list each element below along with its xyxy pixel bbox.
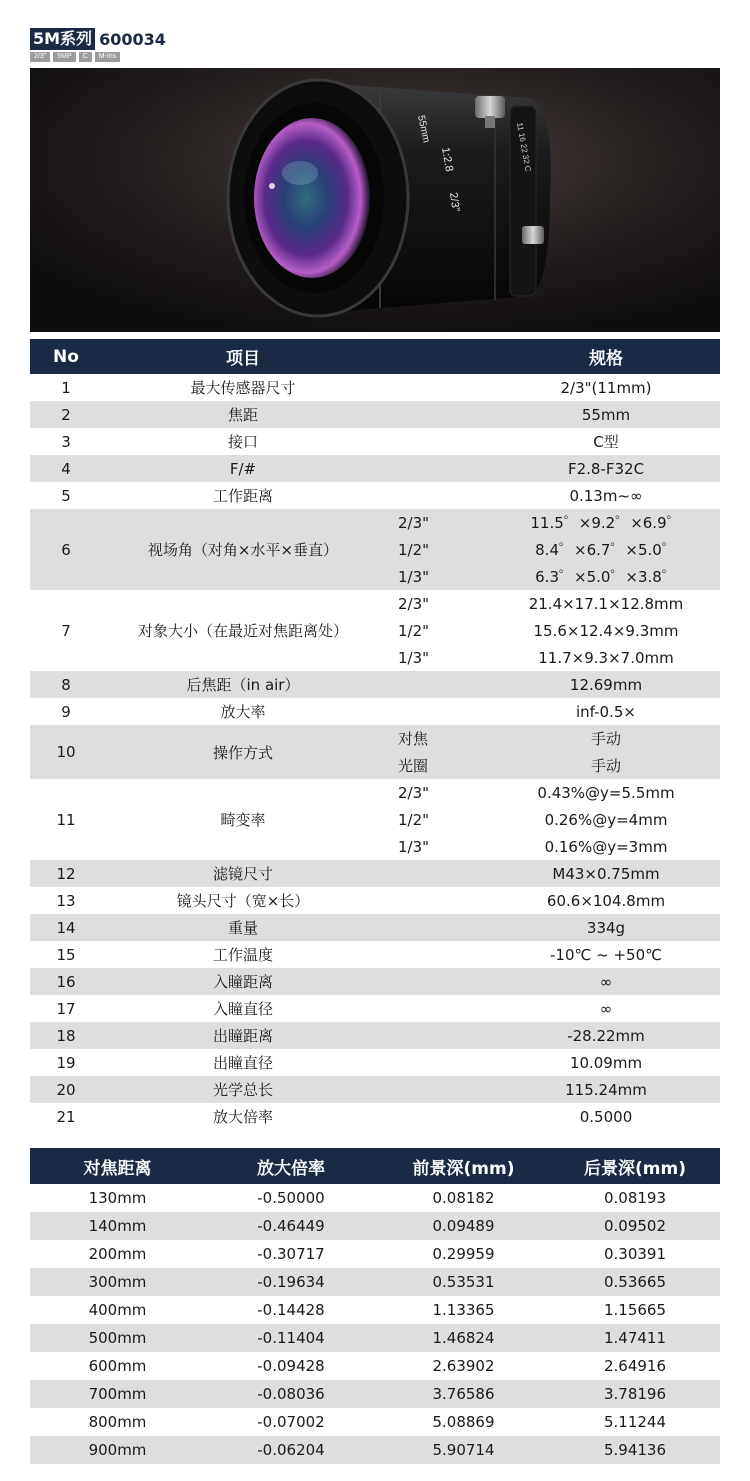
spec-row <box>30 887 720 914</box>
spec-sub-label <box>384 860 492 887</box>
dof-front: 0.09489 <box>377 1212 550 1240</box>
dof-rear: 0.53665 <box>550 1268 720 1296</box>
spec-item: 对象大小（在最近对焦距离处） <box>102 590 384 671</box>
dof-front: 5.90714 <box>377 1436 550 1464</box>
spec-value: 10.09mm <box>492 1049 720 1076</box>
col-no: No <box>30 339 102 374</box>
col-magnification: 放大倍率 <box>205 1148 377 1184</box>
spec-sub-label <box>384 995 492 1022</box>
spec-no: 4 <box>30 455 102 482</box>
spec-sub-label <box>384 1076 492 1103</box>
dof-rear: 3.78196 <box>550 1380 720 1408</box>
tag-mount: C <box>79 52 92 62</box>
spec-value: F2.8-F32C <box>492 455 720 482</box>
spec-value: -28.22mm <box>492 1022 720 1049</box>
spec-sub-label <box>384 1103 492 1130</box>
col-focus-distance: 对焦距离 <box>30 1148 205 1184</box>
fstop-scale: 11 16 22 32 C <box>515 121 533 173</box>
spec-no: 21 <box>30 1103 102 1130</box>
spec-sub-label <box>384 698 492 725</box>
spec-item: 畸变率 <box>102 779 384 860</box>
focal-marking: 55mm <box>415 114 432 144</box>
spec-value: 手动 <box>492 752 720 779</box>
spec-value: ∞ <box>492 995 720 1022</box>
dof-row <box>30 1408 720 1436</box>
spec-sub-label <box>384 914 492 941</box>
spec-no: 10 <box>30 725 102 779</box>
spec-item: 出瞳距离 <box>102 1022 384 1049</box>
dof-focus-distance: 140mm <box>30 1212 205 1240</box>
spec-sub-label <box>384 455 492 482</box>
dof-table <box>30 1148 720 1464</box>
spec-item: 操作方式 <box>102 725 384 779</box>
dof-rear: 0.08193 <box>550 1184 720 1212</box>
dof-row <box>30 1324 720 1352</box>
spec-no: 9 <box>30 698 102 725</box>
spec-row <box>30 698 720 725</box>
dof-magnification: -0.46449 <box>205 1212 377 1240</box>
dof-row <box>30 1268 720 1296</box>
dof-magnification: -0.11404 <box>205 1324 377 1352</box>
dof-rear: 1.47411 <box>550 1324 720 1352</box>
dof-front: 0.08182 <box>377 1184 550 1212</box>
dof-magnification: -0.30717 <box>205 1240 377 1268</box>
spec-sub-label <box>384 968 492 995</box>
spec-value: M43×0.75mm <box>492 860 720 887</box>
spec-value: 55mm <box>492 401 720 428</box>
spec-sub-label <box>384 401 492 428</box>
spec-no: 17 <box>30 995 102 1022</box>
spec-value: 15.6×12.4×9.3mm <box>492 617 720 644</box>
aperture-marking: 1:2.8 <box>439 146 456 173</box>
iris-lock-knob <box>475 96 505 118</box>
dof-front: 1.46824 <box>377 1324 550 1352</box>
spec-item: 入瞳距离 <box>102 968 384 995</box>
spec-value: 0.13m~∞ <box>492 482 720 509</box>
spec-no: 8 <box>30 671 102 698</box>
dof-rear: 5.11244 <box>550 1408 720 1436</box>
dof-focus-distance: 300mm <box>30 1268 205 1296</box>
spec-row <box>30 1022 720 1049</box>
dof-front: 2.63902 <box>377 1352 550 1380</box>
spec-row <box>30 590 720 617</box>
spec-item: 出瞳直径 <box>102 1049 384 1076</box>
spec-no: 6 <box>30 509 102 590</box>
dof-magnification: -0.19634 <box>205 1268 377 1296</box>
spec-value: 21.4×17.1×12.8mm <box>492 590 720 617</box>
tag-resolution: 5MP <box>53 52 75 62</box>
spec-no: 19 <box>30 1049 102 1076</box>
dof-row <box>30 1240 720 1268</box>
spec-value: 12.69mm <box>492 671 720 698</box>
spec-sub-label <box>384 374 492 401</box>
spec-value: 2/3"(11mm) <box>492 374 720 401</box>
spec-value: 11.5゜×9.2゜×6.9゜ <box>492 509 720 536</box>
col-item: 项目 <box>102 339 384 374</box>
spec-item: 工作温度 <box>102 941 384 968</box>
dof-focus-distance: 400mm <box>30 1296 205 1324</box>
spec-no: 15 <box>30 941 102 968</box>
spec-sub-label: 光圈 <box>384 752 492 779</box>
lens-illustration <box>30 68 720 332</box>
spec-tags <box>30 52 120 62</box>
dof-magnification: -0.08036 <box>205 1380 377 1408</box>
spec-sub-label: 1/3" <box>384 644 492 671</box>
col-rear-dof: 后景深(mm) <box>550 1148 720 1184</box>
spec-sub-label: 2/3" <box>384 509 492 536</box>
spec-sub-label <box>384 1022 492 1049</box>
spec-row <box>30 428 720 455</box>
spec-item: 视场角（对角×水平×垂直） <box>102 509 384 590</box>
spec-row <box>30 455 720 482</box>
spec-no: 5 <box>30 482 102 509</box>
spec-row <box>30 968 720 995</box>
tag-sensor: 2/3" <box>30 52 50 62</box>
dof-front: 3.76586 <box>377 1380 550 1408</box>
spec-sub-label <box>384 941 492 968</box>
dof-focus-distance: 500mm <box>30 1324 205 1352</box>
dof-front: 1.13365 <box>377 1296 550 1324</box>
dof-row <box>30 1212 720 1240</box>
spec-sub-label <box>384 428 492 455</box>
spec-row <box>30 482 720 509</box>
dof-row <box>30 1184 720 1212</box>
lens-glass <box>254 118 370 278</box>
format-marking: 2/3" <box>447 191 462 213</box>
spec-sub-label <box>384 482 492 509</box>
dof-magnification: -0.06204 <box>205 1436 377 1464</box>
spec-item: 放大倍率 <box>102 1103 384 1130</box>
focus-lock-knob <box>522 226 544 244</box>
dof-front: 0.29959 <box>377 1240 550 1268</box>
spec-row <box>30 374 720 401</box>
dof-row <box>30 1436 720 1464</box>
spec-row <box>30 725 720 752</box>
spec-value: 8.4゜×6.7゜×5.0゜ <box>492 536 720 563</box>
dof-focus-distance: 130mm <box>30 1184 205 1212</box>
spec-sub-label: 1/2" <box>384 617 492 644</box>
spec-sub-label: 1/2" <box>384 536 492 563</box>
spec-row <box>30 671 720 698</box>
col-spec: 规格 <box>492 339 720 374</box>
spec-row <box>30 1049 720 1076</box>
spec-sub-label <box>384 671 492 698</box>
dof-magnification: -0.14428 <box>205 1296 377 1324</box>
dof-focus-distance: 200mm <box>30 1240 205 1268</box>
spec-no: 11 <box>30 779 102 860</box>
spec-value: 0.16%@y=3mm <box>492 833 720 860</box>
spec-no: 2 <box>30 401 102 428</box>
spec-item: 后焦距（in air） <box>102 671 384 698</box>
spec-value: 60.6×104.8mm <box>492 887 720 914</box>
dof-focus-distance: 600mm <box>30 1352 205 1380</box>
dof-front: 0.53531 <box>377 1268 550 1296</box>
spec-sub-label: 1/3" <box>384 833 492 860</box>
dof-rear: 5.94136 <box>550 1436 720 1464</box>
dof-rear: 0.09502 <box>550 1212 720 1240</box>
spec-no: 3 <box>30 428 102 455</box>
spec-value: 11.7×9.3×7.0mm <box>492 644 720 671</box>
spec-item: 接口 <box>102 428 384 455</box>
dof-rear: 2.64916 <box>550 1352 720 1380</box>
spec-sub-label: 1/3" <box>384 563 492 590</box>
col-front-dof: 前景深(mm) <box>377 1148 550 1184</box>
spec-item: 光学总长 <box>102 1076 384 1103</box>
spec-value: 115.24mm <box>492 1076 720 1103</box>
dof-row <box>30 1352 720 1380</box>
spec-row <box>30 1103 720 1130</box>
dof-focus-distance: 700mm <box>30 1380 205 1408</box>
model-number: 600034 <box>99 29 166 49</box>
spec-item: 焦距 <box>102 401 384 428</box>
spec-sub-label: 对焦 <box>384 725 492 752</box>
spec-value: ∞ <box>492 968 720 995</box>
spec-item: 最大传感器尺寸 <box>102 374 384 401</box>
dof-row <box>30 1380 720 1408</box>
spec-item: 重量 <box>102 914 384 941</box>
spec-no: 14 <box>30 914 102 941</box>
spec-sub-label: 2/3" <box>384 779 492 806</box>
dof-magnification: -0.07002 <box>205 1408 377 1436</box>
spec-row <box>30 1076 720 1103</box>
dof-rear: 1.15665 <box>550 1296 720 1324</box>
spec-row <box>30 401 720 428</box>
spec-value: 手动 <box>492 725 720 752</box>
col-sub <box>384 339 492 374</box>
dof-magnification: -0.50000 <box>205 1184 377 1212</box>
spec-row <box>30 914 720 941</box>
spec-no: 13 <box>30 887 102 914</box>
dof-focus-distance: 900mm <box>30 1436 205 1464</box>
spec-value: 0.43%@y=5.5mm <box>492 779 720 806</box>
spec-row <box>30 779 720 806</box>
series-badge: 5M系列 <box>30 28 95 50</box>
spec-item: 滤镜尺寸 <box>102 860 384 887</box>
spec-item: 入瞳直径 <box>102 995 384 1022</box>
spec-item: 镜头尺寸（宽×长） <box>102 887 384 914</box>
product-header <box>30 28 166 50</box>
spec-value: C型 <box>492 428 720 455</box>
spec-value: inf-0.5× <box>492 698 720 725</box>
spec-no: 18 <box>30 1022 102 1049</box>
spec-value: -10℃ ~ +50℃ <box>492 941 720 968</box>
spec-row <box>30 509 720 536</box>
spec-value: 334g <box>492 914 720 941</box>
spec-sub-label: 1/2" <box>384 806 492 833</box>
spec-no: 7 <box>30 590 102 671</box>
spec-row <box>30 941 720 968</box>
spec-value: 0.5000 <box>492 1103 720 1130</box>
dof-rear: 0.30391 <box>550 1240 720 1268</box>
spec-sub-label: 2/3" <box>384 590 492 617</box>
spec-item: F/# <box>102 455 384 482</box>
spec-no: 20 <box>30 1076 102 1103</box>
spec-item: 放大率 <box>102 698 384 725</box>
spec-no: 1 <box>30 374 102 401</box>
dof-table-header <box>30 1148 720 1184</box>
spec-sub-label <box>384 887 492 914</box>
spec-value: 6.3゜×5.0゜×3.8゜ <box>492 563 720 590</box>
dof-magnification: -0.09428 <box>205 1352 377 1380</box>
spec-item: 工作距离 <box>102 482 384 509</box>
spec-no: 12 <box>30 860 102 887</box>
spec-table <box>30 339 720 1130</box>
spec-row <box>30 860 720 887</box>
spec-table-header <box>30 339 720 374</box>
lens-photo <box>30 68 720 332</box>
dof-focus-distance: 800mm <box>30 1408 205 1436</box>
dof-front: 5.08869 <box>377 1408 550 1436</box>
spec-no: 16 <box>30 968 102 995</box>
spec-row <box>30 995 720 1022</box>
spec-sub-label <box>384 1049 492 1076</box>
spec-value: 0.26%@y=4mm <box>492 806 720 833</box>
dof-row <box>30 1296 720 1324</box>
tag-iris: M-Iris <box>95 52 121 62</box>
